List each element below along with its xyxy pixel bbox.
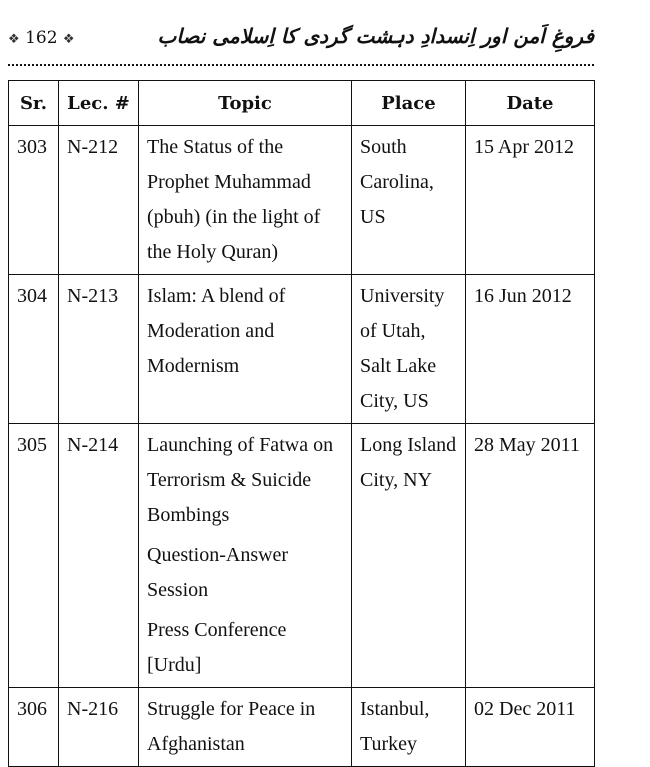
cell-date: 02 Dec 2011 xyxy=(466,688,595,767)
column-header-lecture: Lec. # xyxy=(59,81,139,126)
topic-text: Struggle for Peace in Afghanistan xyxy=(147,698,316,755)
cell-sr: 305 xyxy=(9,424,59,688)
table-row xyxy=(9,688,595,767)
cell-lecture: N-214 xyxy=(59,424,139,688)
header-divider xyxy=(8,64,594,66)
topic-text: Islam: A blend of Moderation and Modernism xyxy=(147,285,286,377)
cell-date: 16 Jun 2012 xyxy=(466,275,595,424)
cell-topic xyxy=(139,688,352,767)
topic-text: Question-Answer Session xyxy=(147,544,289,601)
cell-lecture: N-216 xyxy=(59,688,139,767)
page-number: 162 xyxy=(25,28,58,48)
topic-text: The Status of the Prophet Muhammad (pbuh) (in the light of the Holy Quran) xyxy=(147,136,321,263)
cell-topic xyxy=(139,424,352,688)
cell-sr: 303 xyxy=(9,126,59,275)
ornament-left-icon: ❖ xyxy=(8,32,20,47)
cell-place: University of Utah, Salt Lake City, US xyxy=(352,275,466,424)
cell-place: Istanbul, Turkey xyxy=(352,688,466,767)
column-header-date: Date xyxy=(466,81,595,126)
table-row xyxy=(9,424,595,688)
page-number-block xyxy=(8,28,75,48)
cell-topic xyxy=(139,275,352,424)
column-header-topic: Topic xyxy=(139,81,352,126)
page-header xyxy=(8,24,594,64)
cell-lecture: N-213 xyxy=(59,275,139,424)
book-title: فروغِ اَمن اور اِنسدادِ دہشت گردی کا اِسلامی نصاب xyxy=(157,24,594,48)
topic-text: Launching of Fatwa on Terrorism & Suicide Bombings xyxy=(147,434,334,526)
column-header-sr: Sr. xyxy=(9,81,59,126)
cell-lecture: N-212 xyxy=(59,126,139,275)
cell-sr: 304 xyxy=(9,275,59,424)
cell-topic xyxy=(139,126,352,275)
cell-sr: 306 xyxy=(9,688,59,767)
cell-place: Long Island City, NY xyxy=(352,424,466,688)
cell-place: South Carolina, US xyxy=(352,126,466,275)
topic-text: Press Conference [Urdu] xyxy=(147,619,287,676)
table-row xyxy=(9,275,595,424)
lectures-table xyxy=(8,80,595,767)
cell-date: 15 Apr 2012 xyxy=(466,126,595,275)
column-header-place: Place xyxy=(352,81,466,126)
cell-date: 28 May 2011 xyxy=(466,424,595,688)
table-header-row xyxy=(9,81,595,126)
table-row xyxy=(9,126,595,275)
ornament-right-icon: ❖ xyxy=(62,32,75,47)
